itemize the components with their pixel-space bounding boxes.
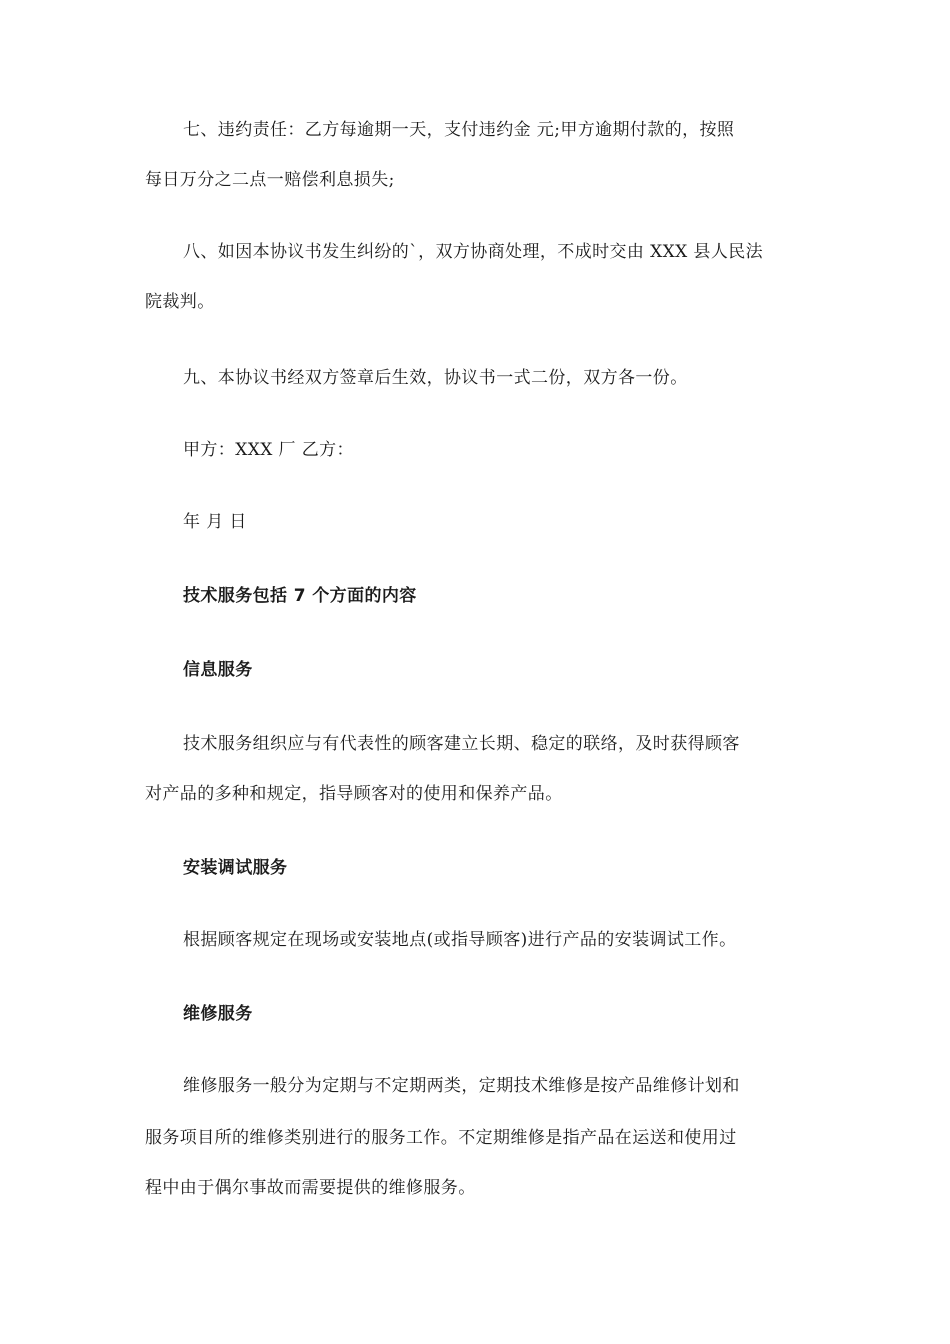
repair-paragraph-line-1: 维修服务一般分为定期与不定期两类，定期技术维修是按产品维修计划和 [183, 1076, 740, 1096]
install-paragraph-line-1: 根据顾客规定在现场或安装地点(或指导顾客)进行产品的安装调试工作。 [183, 930, 737, 950]
section-heading-main: 技术服务包括 7 个方面的内容 [183, 586, 417, 606]
info-paragraph-line-2: 对产品的多种和规定，指导顾客对的使用和保养产品。 [145, 784, 563, 804]
clause-8-line-2: 院裁判。 [145, 292, 215, 312]
clause-7-line-1: 七、违约责任：乙方每逾期一天，支付违约金 元;甲方逾期付款的，按照 [183, 120, 735, 140]
repair-paragraph-line-3: 程中由于偶尔事故而需要提供的维修服务。 [145, 1178, 476, 1198]
clause-9-line-1: 九、本协议书经双方签章后生效，协议书一式二份，双方各一份。 [183, 368, 688, 388]
clause-8-line-1: 八、如因本协议书发生纠纷的`，双方协商处理，不成时交由 XXX 县人民法 [183, 242, 764, 262]
section-heading-repair: 维修服务 [183, 1004, 253, 1024]
section-heading-install: 安装调试服务 [183, 858, 288, 878]
signature-date: 年 月 日 [183, 512, 247, 532]
signature-parties: 甲方：XXX 厂 乙方： [183, 440, 354, 460]
repair-paragraph-line-2: 服务项目所的维修类别进行的服务工作。不定期维修是指产品在运送和使用过 [145, 1128, 737, 1148]
info-paragraph-line-1: 技术服务组织应与有代表性的顾客建立长期、稳定的联络，及时获得顾客 [183, 734, 740, 754]
section-heading-info: 信息服务 [183, 660, 253, 680]
clause-7-line-2: 每日万分之二点一赔偿利息损失; [145, 170, 395, 190]
